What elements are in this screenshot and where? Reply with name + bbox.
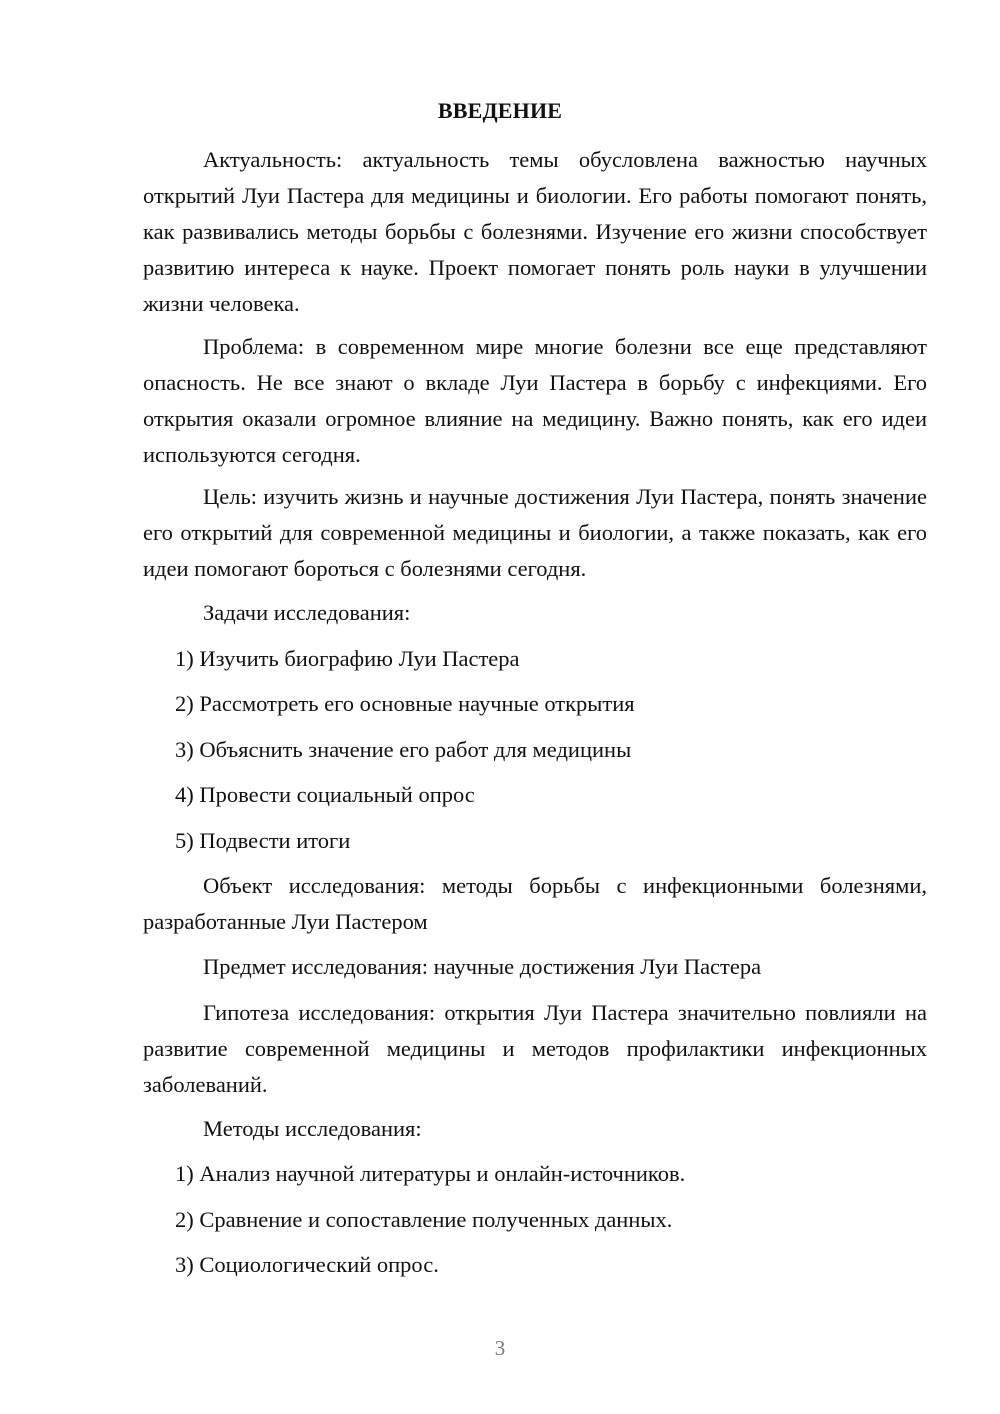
task-item: 5) Подвести итоги [175,828,351,853]
method-item: 1) Анализ научной литературы и онлайн-источников. [175,1161,686,1186]
tasks-heading: Задачи исследования: [203,600,411,625]
problem-paragraph: Проблема: в современном мире многие болезни все еще представляют опасность. Не все знают о вкладе Луи Пастера в борьбу с инфекциями. Его открытия оказали огромное влияние на медицину. Важно понять, как его идеи используются сегодня. [143,334,927,467]
method-item: 2) Сравнение и сопоставление полученных данных. [175,1207,673,1232]
hypothesis-paragraph: Гипотеза исследования: открытия Луи Пастера значительно повлияли на развитие современной медицины и методов профилактики инфекционных заболеваний. [143,1000,927,1097]
task-item: 1) Изучить биографию Луи Пастера [175,646,520,671]
page-number: 3 [494,1336,506,1360]
relevance-paragraph: Актуальность: актуальность темы обусловлена важностью научных открытий Луи Пастера для медицины и биологии. Его работы помогают понять, как развивались методы борьбы с болезнями. Изучение его жизни способствует развитию интереса к науке. Проект помогает понять роль науки в улучшении жизни человека. [143,147,927,316]
page-title: ВВЕДЕНИЕ [437,98,563,123]
task-item: 2) Рассмотреть его основные научные открытия [175,691,635,716]
object-paragraph: Объект исследования: методы борьбы с инфекционными болезнями, разработанные Луи Пастером [143,873,927,934]
goal-paragraph: Цель: изучить жизнь и научные достижения Луи Пастера, понять значение его открытий для современной медицины и биологии, а также показать, как его идеи помогают бороться с болезнями сегодня. [143,484,927,581]
methods-heading: Методы исследования: [203,1116,422,1141]
task-item: 3) Объяснить значение его работ для медицины [175,737,632,762]
subject-paragraph: Предмет исследования: научные достижения Луи Пастера [203,954,762,979]
method-item: 3) Социологический опрос. [175,1252,439,1277]
task-item: 4) Провести социальный опрос [175,782,475,807]
